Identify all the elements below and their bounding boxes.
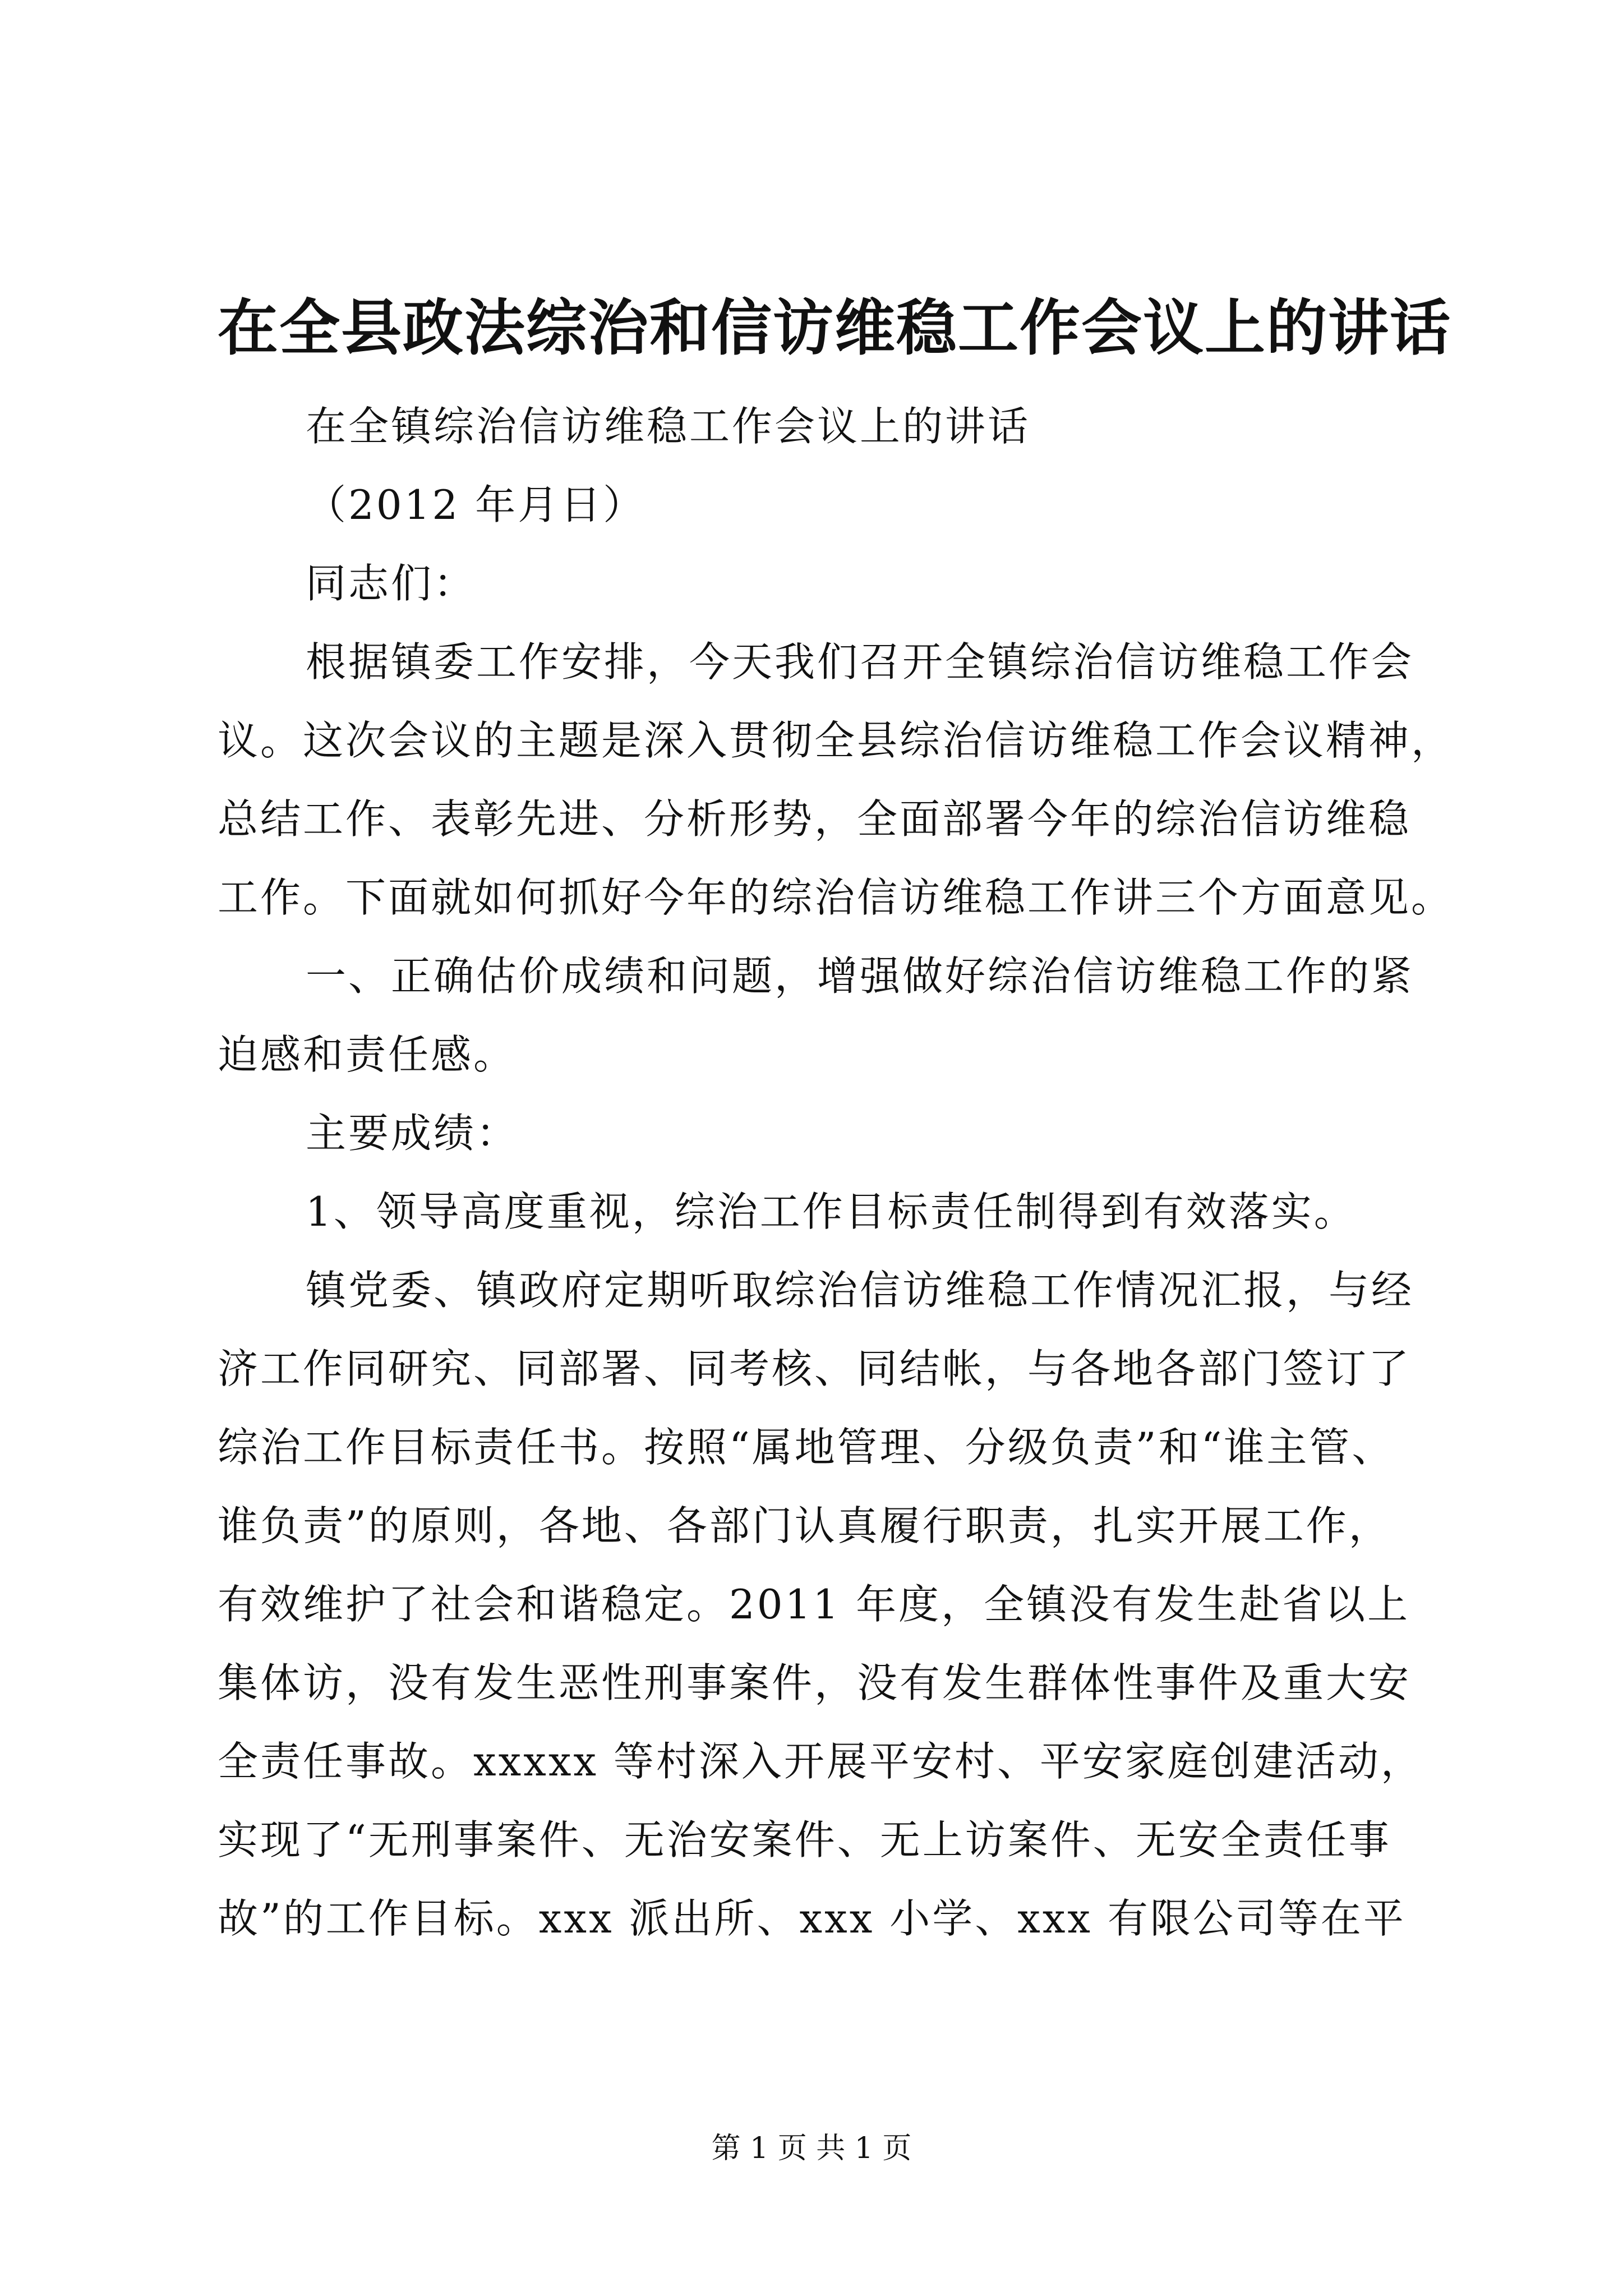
paragraph-line: 集体访，没有发生恶性刑事案件，没有发生群体性事件及重大安	[218, 1659, 1412, 1706]
paragraph-line: 有效维护了社会和谐稳定。2011 年度，全镇没有发生赴省以上	[218, 1581, 1410, 1628]
paragraph-line: 故”的工作目标。xxx 派出所、xxx 小学、xxx 有限公司等在平	[218, 1895, 1406, 1942]
page-footer: 第 1 页 共 1 页	[711, 2132, 912, 2165]
section-heading-line: 迫感和责任感。	[218, 1031, 517, 1078]
paragraph-line: 工作。下面就如何抓好今年的综治信访维稳工作讲三个方面意见。	[218, 874, 1454, 921]
paragraph-line: 综治工作目标责任书。按照“属地管理、分级负责”和“谁主管、	[218, 1424, 1395, 1471]
paragraph-line: 谁负责”的原则，各地、各部门认真履行职责，扎实开展工作，	[218, 1502, 1391, 1549]
date-line: （2012 年月日）	[306, 481, 646, 528]
paragraph-line: 总结工作、表彰先进、分析形势，全面部署今年的综治信访维稳	[218, 795, 1412, 843]
subtitle-line: 在全镇综治信访维稳工作会议上的讲话	[306, 403, 1031, 450]
subheading-line: 主要成绩：	[306, 1110, 519, 1157]
paragraph-line: 全责任事故。xxxxx 等村深入开展平安村、平安家庭创建活动，	[218, 1738, 1423, 1785]
item-heading-line: 1、领导高度重视，综治工作目标责任制得到有效落实。	[306, 1188, 1357, 1235]
paragraph-line: 实现了“无刑事案件、无治安案件、无上访案件、无安全责任事	[218, 1816, 1391, 1864]
paragraph-line: 镇党委、镇政府定期听取综治信访维稳工作情况汇报，与经	[306, 1267, 1414, 1314]
paragraph-line: 议。这次会议的主题是深入贯彻全县综治信访维稳工作会议精神，	[218, 717, 1454, 764]
paragraph-line: 济工作同研究、同部署、同考核、同结帐，与各地各部门签订了	[218, 1345, 1412, 1392]
document-title: 在全县政法综治和信访维稳工作会议上的讲话	[218, 293, 1452, 364]
paragraph-line: 根据镇委工作安排，今天我们召开全镇综治信访维稳工作会	[306, 638, 1414, 685]
salutation-line: 同志们：	[306, 560, 477, 607]
section-heading-line: 一、正确估价成绩和问题，增强做好综治信访维稳工作的紧	[306, 953, 1414, 1000]
